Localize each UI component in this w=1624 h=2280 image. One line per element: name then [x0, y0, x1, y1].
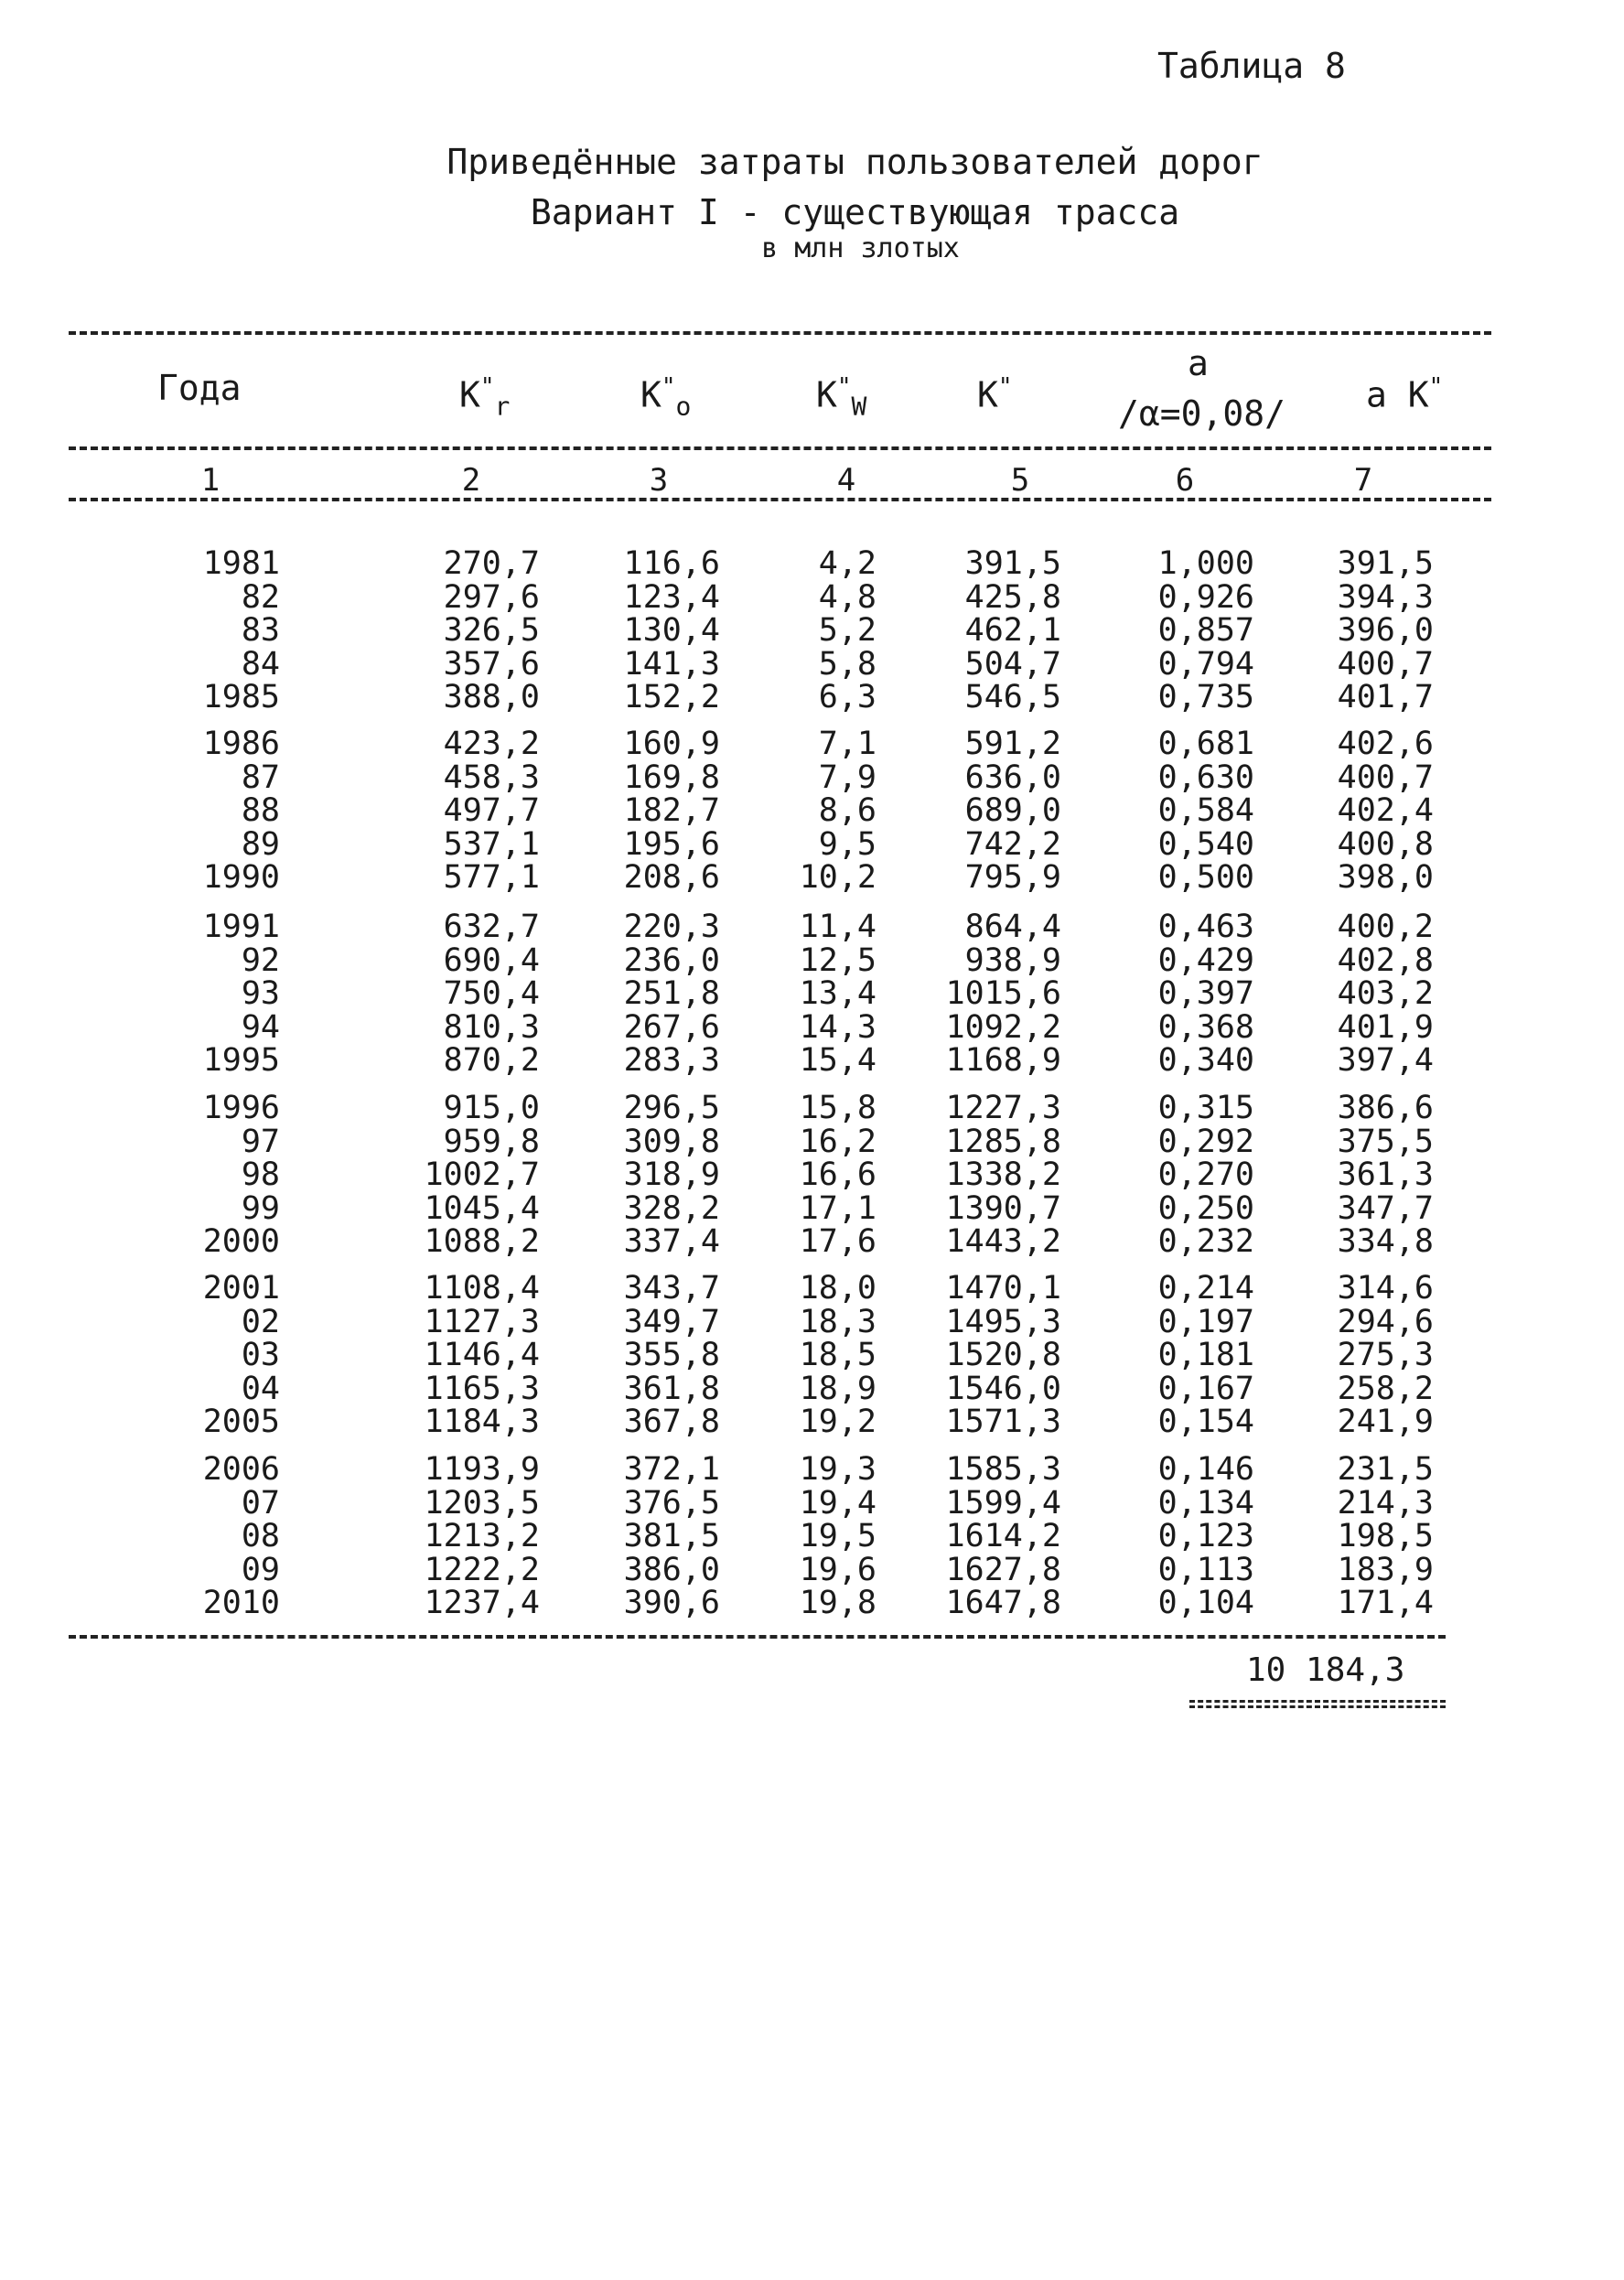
- cell-kw: 16,2: [799, 1123, 877, 1160]
- cell-year: 1985: [202, 679, 280, 715]
- cell-year: 88: [241, 792, 280, 829]
- cell-kg: 959,8: [443, 1123, 540, 1160]
- table-title: Приведённые затраты пользователей дорог: [446, 142, 1264, 182]
- numbers-rule: [69, 498, 1491, 501]
- cell-a: 0,630: [1157, 758, 1254, 796]
- cell-ak: 400,7: [1337, 758, 1434, 796]
- cell-k: 462,1: [964, 612, 1061, 649]
- cell-ak: 398,0: [1337, 859, 1434, 896]
- cell-year: 1995: [202, 1042, 280, 1079]
- cell-kg: 1002,7: [424, 1156, 540, 1193]
- cell-ak: 401,9: [1337, 1008, 1434, 1046]
- cell-ak: 241,9: [1337, 1403, 1434, 1440]
- cell-k: 1470,1: [945, 1270, 1061, 1307]
- cell-ak: 347,7: [1337, 1189, 1434, 1227]
- cell-year: 1990: [202, 859, 280, 896]
- cell-k: 636,0: [964, 758, 1061, 796]
- cell-year: 83: [241, 612, 280, 649]
- cell-ko: 372,1: [623, 1451, 720, 1488]
- cell-ak: 394,3: [1337, 578, 1434, 616]
- top-rule: [69, 331, 1491, 335]
- cell-ak: 400,2: [1337, 909, 1434, 945]
- cell-kg: 1165,3: [424, 1370, 540, 1407]
- cell-a: 0,146: [1157, 1451, 1254, 1488]
- cell-a: 0,232: [1157, 1223, 1254, 1260]
- cell-ak: 258,2: [1337, 1370, 1434, 1407]
- cell-a: 1,000: [1157, 545, 1254, 582]
- cell-year: 87: [241, 758, 280, 796]
- cell-a: 0,540: [1157, 825, 1254, 863]
- cell-kw: 4,2: [818, 545, 877, 582]
- cell-kw: 11,4: [799, 909, 877, 945]
- cell-kw: 19,5: [799, 1518, 877, 1554]
- cell-year: 94: [241, 1008, 280, 1046]
- cell-year: 89: [241, 825, 280, 863]
- header-rule: [69, 446, 1491, 450]
- table-subtitle: Вариант I - существующая трасса: [530, 192, 1180, 232]
- cell-kg: 458,3: [443, 758, 540, 796]
- cell-year: 1981: [202, 545, 280, 582]
- cell-ak: 396,0: [1337, 612, 1434, 649]
- col-number-1: 1: [200, 462, 220, 499]
- cell-year: 97: [241, 1123, 280, 1160]
- cell-ko: 318,9: [623, 1156, 720, 1193]
- cell-kg: 1203,5: [424, 1484, 540, 1522]
- cell-ko: 355,8: [623, 1337, 720, 1373]
- cell-ko: 141,3: [623, 645, 720, 683]
- total-underline-2: [1189, 1705, 1446, 1708]
- cell-ko: 195,6: [623, 825, 720, 863]
- col-number-7: 7: [1353, 462, 1373, 499]
- cell-kg: 1108,4: [424, 1270, 540, 1307]
- header-a: a: [1188, 343, 1209, 383]
- cell-kg: 632,7: [443, 909, 540, 945]
- cell-kg: 270,7: [443, 545, 540, 582]
- cell-ko: 169,8: [623, 758, 720, 796]
- cell-kw: 19,2: [799, 1403, 877, 1440]
- cell-ak: 183,9: [1337, 1551, 1434, 1588]
- cell-kg: 1222,2: [424, 1551, 540, 1588]
- col-number-3: 3: [649, 462, 669, 499]
- cell-kw: 8,6: [818, 792, 877, 829]
- cell-kw: 16,6: [799, 1156, 877, 1193]
- cell-ak: 198,5: [1337, 1518, 1434, 1554]
- cell-ak: 171,4: [1337, 1585, 1434, 1621]
- header-alpha: /α=0,08/: [1118, 393, 1286, 434]
- table-total: 10 184,3: [1246, 1651, 1405, 1689]
- cell-ko: 123,4: [623, 578, 720, 616]
- cell-year: 84: [241, 645, 280, 683]
- cell-ak: 402,6: [1337, 726, 1434, 762]
- cell-kg: 690,4: [443, 941, 540, 979]
- cell-kw: 18,3: [799, 1303, 877, 1340]
- cell-kw: 19,6: [799, 1551, 877, 1588]
- cell-year: 99: [241, 1189, 280, 1227]
- cell-year: 02: [241, 1303, 280, 1340]
- col-number-6: 6: [1175, 462, 1195, 499]
- cell-k: 1495,3: [945, 1303, 1061, 1340]
- cell-kw: 15,4: [799, 1042, 877, 1079]
- cell-kg: 326,5: [443, 612, 540, 649]
- col-number-4: 4: [836, 462, 856, 499]
- cell-a: 0,214: [1157, 1270, 1254, 1307]
- cell-k: 689,0: [964, 792, 1061, 829]
- cell-a: 0,794: [1157, 645, 1254, 683]
- cell-kg: 357,6: [443, 645, 540, 683]
- cell-ak: 391,5: [1337, 545, 1434, 582]
- cell-k: 742,2: [964, 825, 1061, 863]
- cell-kw: 4,8: [818, 578, 877, 616]
- bottom-rule: [69, 1635, 1446, 1639]
- cell-kw: 12,5: [799, 941, 877, 979]
- cell-year: 2001: [202, 1270, 280, 1307]
- cell-k: 591,2: [964, 726, 1061, 762]
- header-k: K": [977, 373, 1013, 415]
- cell-ko: 343,7: [623, 1270, 720, 1307]
- cell-kw: 9,5: [818, 825, 877, 863]
- cell-kw: 19,8: [799, 1585, 877, 1621]
- cell-year: 1986: [202, 726, 280, 762]
- header-ko: $K^"_o$: [640, 373, 692, 422]
- cell-ko: 160,9: [623, 726, 720, 762]
- cell-a: 0,134: [1157, 1484, 1254, 1522]
- cell-k: 1338,2: [945, 1156, 1061, 1193]
- cell-year: 2000: [202, 1223, 280, 1260]
- cell-kw: 15,8: [799, 1090, 877, 1126]
- cell-year: 07: [241, 1484, 280, 1522]
- header-kg: $K^"_r$: [459, 373, 511, 422]
- cell-year: 98: [241, 1156, 280, 1193]
- cell-kg: 537,1: [443, 825, 540, 863]
- cell-kg: 870,2: [443, 1042, 540, 1079]
- cell-kg: 1193,9: [424, 1451, 540, 1488]
- cell-a: 0,292: [1157, 1123, 1254, 1160]
- cell-ko: 309,8: [623, 1123, 720, 1160]
- cell-ko: 381,5: [623, 1518, 720, 1554]
- cell-a: 0,123: [1157, 1518, 1254, 1554]
- cell-kg: 297,6: [443, 578, 540, 616]
- cell-kw: 7,1: [818, 726, 877, 762]
- cell-year: 1996: [202, 1090, 280, 1126]
- cell-kg: 810,3: [443, 1008, 540, 1046]
- cell-a: 0,270: [1157, 1156, 1254, 1193]
- cell-ak: 403,2: [1337, 975, 1434, 1012]
- cell-a: 0,181: [1157, 1337, 1254, 1373]
- cell-a: 0,397: [1157, 975, 1254, 1012]
- cell-kg: 1184,3: [424, 1403, 540, 1440]
- cell-kw: 19,3: [799, 1451, 877, 1488]
- cell-ko: 208,6: [623, 859, 720, 896]
- cell-year: 08: [241, 1518, 280, 1554]
- cell-ko: 283,3: [623, 1042, 720, 1079]
- cell-year: 1991: [202, 909, 280, 945]
- cell-ak: 400,8: [1337, 825, 1434, 863]
- cell-year: 2010: [202, 1585, 280, 1621]
- col-number-5: 5: [1010, 462, 1030, 499]
- cell-a: 0,584: [1157, 792, 1254, 829]
- cell-ko: 130,4: [623, 612, 720, 649]
- cell-k: 1627,8: [945, 1551, 1061, 1588]
- cell-kw: 13,4: [799, 975, 877, 1012]
- cell-a: 0,250: [1157, 1189, 1254, 1227]
- cell-k: 1585,3: [945, 1451, 1061, 1488]
- cell-kw: 7,9: [818, 758, 877, 796]
- cell-kg: 577,1: [443, 859, 540, 896]
- cell-kw: 14,3: [799, 1008, 877, 1046]
- cell-kg: 1146,4: [424, 1337, 540, 1373]
- cell-kw: 6,3: [818, 679, 877, 715]
- cell-k: 1614,2: [945, 1518, 1061, 1554]
- cell-k: 1443,2: [945, 1223, 1061, 1260]
- cell-kg: 750,4: [443, 975, 540, 1012]
- cell-a: 0,315: [1157, 1090, 1254, 1126]
- cell-year: 09: [241, 1551, 280, 1588]
- cell-k: 1390,7: [945, 1189, 1061, 1227]
- cell-k: 1520,8: [945, 1337, 1061, 1373]
- cell-ko: 390,6: [623, 1585, 720, 1621]
- cell-a: 0,857: [1157, 612, 1254, 649]
- cell-k: 795,9: [964, 859, 1061, 896]
- cell-kg: 1088,2: [424, 1223, 540, 1260]
- cell-k: 938,9: [964, 941, 1061, 979]
- cell-kg: 1127,3: [424, 1303, 540, 1340]
- cell-ko: 251,8: [623, 975, 720, 1012]
- cell-year: 82: [241, 578, 280, 616]
- cell-kg: 388,0: [443, 679, 540, 715]
- cell-kg: 1045,4: [424, 1189, 540, 1227]
- cell-k: 391,5: [964, 545, 1061, 582]
- cell-ak: 275,3: [1337, 1337, 1434, 1373]
- cell-a: 0,113: [1157, 1551, 1254, 1588]
- cell-ak: 386,6: [1337, 1090, 1434, 1126]
- cell-ak: 294,6: [1337, 1303, 1434, 1340]
- cell-ko: 116,6: [623, 545, 720, 582]
- cell-a: 0,463: [1157, 909, 1254, 945]
- cell-kw: 18,0: [799, 1270, 877, 1307]
- cell-kw: 19,4: [799, 1484, 877, 1522]
- cell-kg: 497,7: [443, 792, 540, 829]
- cell-ko: 361,8: [623, 1370, 720, 1407]
- cell-k: 864,4: [964, 909, 1061, 945]
- cell-kg: 1237,4: [424, 1585, 540, 1621]
- table-units: в млн злотых: [761, 232, 960, 264]
- cell-k: 1546,0: [945, 1370, 1061, 1407]
- cell-k: 1092,2: [945, 1008, 1061, 1046]
- cell-year: 03: [241, 1337, 280, 1373]
- cell-ak: 375,5: [1337, 1123, 1434, 1160]
- cell-k: 425,8: [964, 578, 1061, 616]
- cell-ko: 328,2: [623, 1189, 720, 1227]
- col-number-2: 2: [461, 462, 481, 499]
- cell-ko: 349,7: [623, 1303, 720, 1340]
- cell-k: 1571,3: [945, 1403, 1061, 1440]
- cell-ak: 401,7: [1337, 679, 1434, 715]
- cell-k: 1647,8: [945, 1585, 1061, 1621]
- cell-a: 0,735: [1157, 679, 1254, 715]
- cell-k: 1599,4: [945, 1484, 1061, 1522]
- cell-ak: 402,4: [1337, 792, 1434, 829]
- cell-ak: 334,8: [1337, 1223, 1434, 1260]
- cell-kg: 423,2: [443, 726, 540, 762]
- cell-kw: 10,2: [799, 859, 877, 896]
- cell-kw: 18,5: [799, 1337, 877, 1373]
- cell-ko: 267,6: [623, 1008, 720, 1046]
- cell-k: 504,7: [964, 645, 1061, 683]
- cell-ko: 152,2: [623, 679, 720, 715]
- cell-ak: 402,8: [1337, 941, 1434, 979]
- cell-year: 2005: [202, 1403, 280, 1440]
- cell-kg: 1213,2: [424, 1518, 540, 1554]
- header-kw: $K^"_W$: [816, 373, 867, 422]
- cell-ak: 361,3: [1337, 1156, 1434, 1193]
- cell-a: 0,340: [1157, 1042, 1254, 1079]
- cell-a: 0,926: [1157, 578, 1254, 616]
- cell-ak: 231,5: [1337, 1451, 1434, 1488]
- cell-ko: 376,5: [623, 1484, 720, 1522]
- cell-k: 1015,6: [945, 975, 1061, 1012]
- cell-ak: 397,4: [1337, 1042, 1434, 1079]
- cell-a: 0,368: [1157, 1008, 1254, 1046]
- cell-k: 1285,8: [945, 1123, 1061, 1160]
- cell-a: 0,681: [1157, 726, 1254, 762]
- cell-ko: 367,8: [623, 1403, 720, 1440]
- cell-kw: 18,9: [799, 1370, 877, 1407]
- cell-k: 1227,3: [945, 1090, 1061, 1126]
- total-underline-1: [1189, 1700, 1446, 1703]
- cell-kg: 915,0: [443, 1090, 540, 1126]
- cell-ko: 220,3: [623, 909, 720, 945]
- cell-year: 04: [241, 1370, 280, 1407]
- cell-ko: 386,0: [623, 1551, 720, 1588]
- cell-year: 93: [241, 975, 280, 1012]
- cell-kw: 17,1: [799, 1189, 877, 1227]
- table-label: Таблица 8: [1157, 46, 1346, 86]
- cell-ak: 214,3: [1337, 1484, 1434, 1522]
- cell-k: 546,5: [964, 679, 1061, 715]
- cell-year: 2006: [202, 1451, 280, 1488]
- cell-a: 0,500: [1157, 859, 1254, 896]
- cell-a: 0,167: [1157, 1370, 1254, 1407]
- cell-ak: 314,6: [1337, 1270, 1434, 1307]
- cell-kw: 5,2: [818, 612, 877, 649]
- cell-ko: 182,7: [623, 792, 720, 829]
- cell-a: 0,154: [1157, 1403, 1254, 1440]
- cell-a: 0,197: [1157, 1303, 1254, 1340]
- cell-k: 1168,9: [945, 1042, 1061, 1079]
- cell-ko: 337,4: [623, 1223, 720, 1260]
- header-ak: a K": [1366, 373, 1444, 415]
- header-year: Года: [157, 368, 242, 408]
- cell-kw: 5,8: [818, 645, 877, 683]
- cell-year: 92: [241, 941, 280, 979]
- cell-a: 0,104: [1157, 1585, 1254, 1621]
- cell-kw: 17,6: [799, 1223, 877, 1260]
- cell-ak: 400,7: [1337, 645, 1434, 683]
- cell-a: 0,429: [1157, 941, 1254, 979]
- cell-ko: 236,0: [623, 941, 720, 979]
- cell-ko: 296,5: [623, 1090, 720, 1126]
